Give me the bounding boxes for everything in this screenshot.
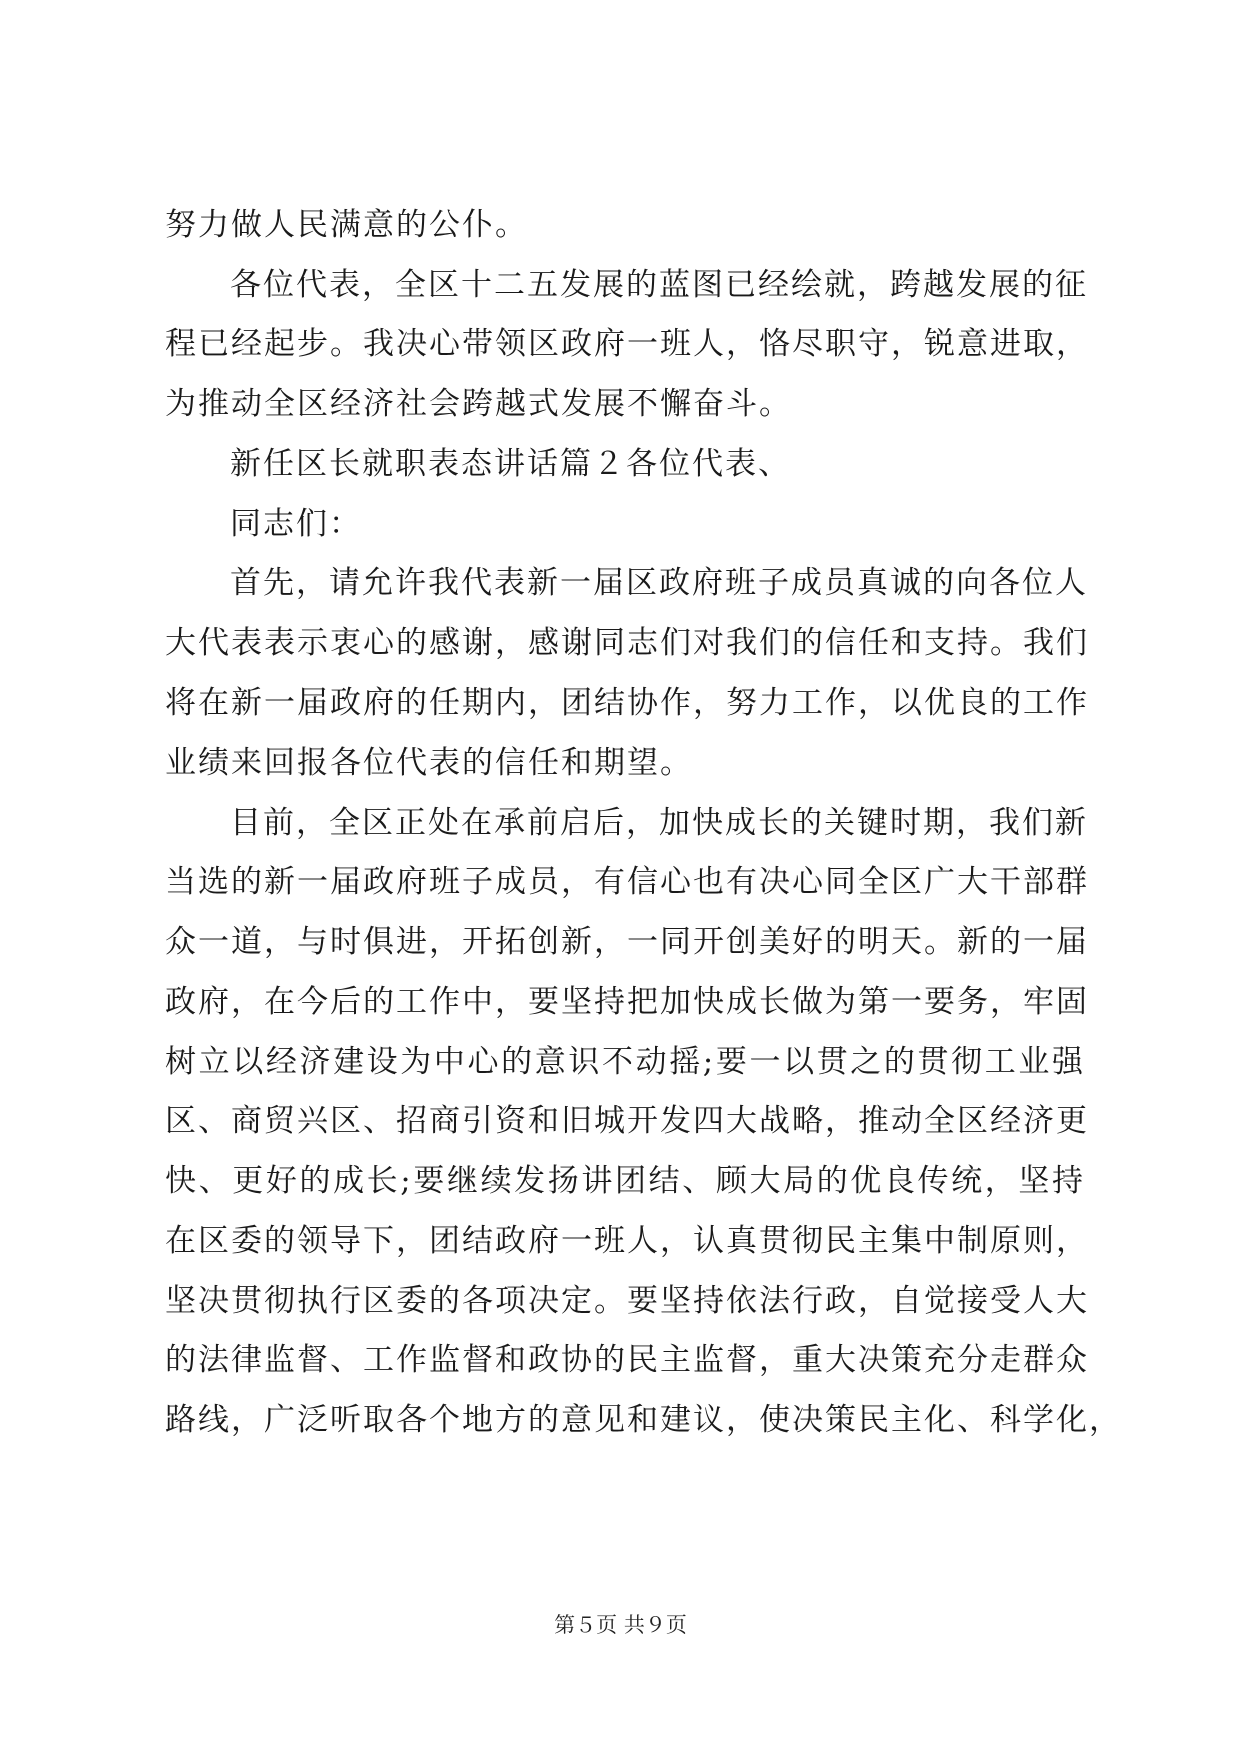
section-heading: 新任区长就职表态讲话篇２各位代表、 xyxy=(230,446,791,482)
text-line: 大代表表示衷心的感谢，感谢同志们对我们的信任和支持。我们 xyxy=(165,625,1089,661)
text-line: 各位代表，全区十二五发展的蓝图已经绘就，跨越发展的征 xyxy=(230,267,1088,303)
text-line: 政府，在今后的工作中，要坚持把加快成长做为第一要务，牢固 xyxy=(165,984,1089,1020)
text-line: 众一道，与时俱进，开拓创新，一同开创美好的明天。新的一届 xyxy=(165,924,1089,960)
text-line: 当选的新一届政府班子成员，有信心也有决心同全区广大干部群 xyxy=(165,864,1089,900)
text-line: 将在新一届政府的任期内，团结协作，努力工作，以优良的工作 xyxy=(165,685,1089,721)
text-line: 树立以经济建设为中心的意识不动摇;要一以贯之的贯彻工业强 xyxy=(165,1044,1085,1080)
page-footer: 第５页 共９页 xyxy=(554,1613,687,1637)
text-line: 区、商贸兴区、招商引资和旧城开发四大战略，推动全区经济更 xyxy=(165,1103,1089,1139)
text-line: 程已经起步。我决心带领区政府一班人，恪尽职守，锐意进取， xyxy=(165,326,1089,362)
text-line: 的法律监督、工作监督和政协的民主监督，重大决策充分走群众 xyxy=(165,1342,1089,1378)
text-line: 业绩来回报各位代表的信任和期望。 xyxy=(165,745,693,781)
text-line: 目前，全区正处在承前启后，加快成长的关键时期，我们新 xyxy=(230,805,1088,841)
salutation: 同志们： xyxy=(230,506,362,542)
text-line: 首先，请允许我代表新一届区政府班子成员真诚的向各位人 xyxy=(230,565,1088,601)
text-line: 在区委的领导下，团结政府一班人，认真贯彻民主集中制原则， xyxy=(165,1223,1089,1259)
text-line: 坚决贯彻执行区委的各项决定。要坚持依法行政，自觉接受人大 xyxy=(165,1283,1089,1319)
text-line: 路线，广泛听取各个地方的意见和建议，使决策民主化、科学化， xyxy=(165,1402,1122,1438)
text-line: 为推动全区经济社会跨越式发展不懈奋斗。 xyxy=(165,386,792,422)
text-line: 努力做人民满意的公仆。 xyxy=(165,207,528,243)
text-line: 快、更好的成长;要继续发扬讲团结、顾大局的优良传统，坚持 xyxy=(165,1163,1085,1199)
